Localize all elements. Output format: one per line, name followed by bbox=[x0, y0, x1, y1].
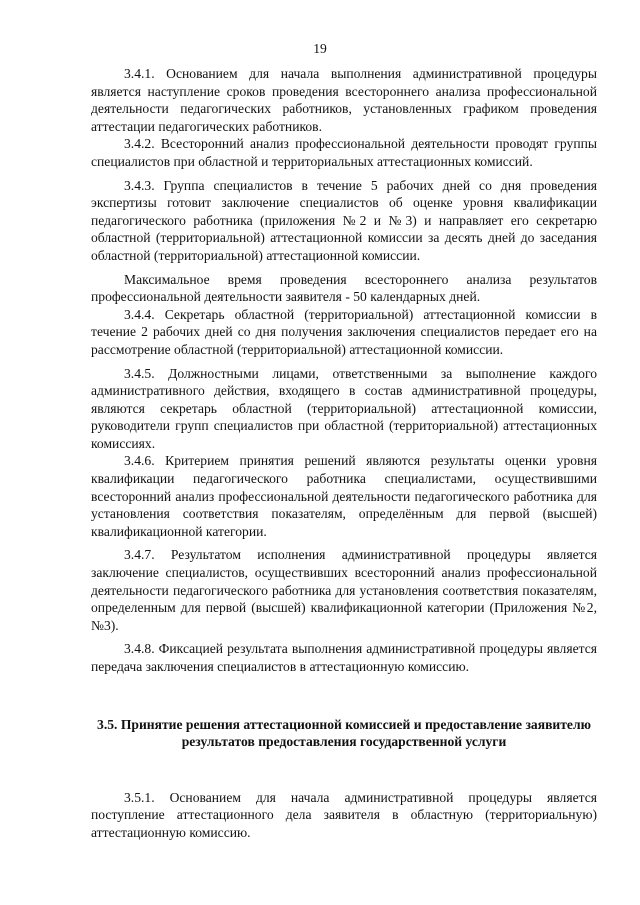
paragraph-3-4-6: 3.4.6. Критерием принятия решений являются результаты оценки уровня квалификации педагогического работника специалистами, осуществившими всесторонний анализ профессиональной деятельности педагогического работника для установления соответствия показателям, определённым для первой (высшей) квалификационной категории. bbox=[91, 453, 597, 539]
section-heading-3-5: 3.5. Принятие решения аттестационной комиссией и предоставление заявителю результатов предоставления государственной услуги bbox=[97, 716, 591, 750]
paragraph-3-5-1: 3.5.1. Основанием для начала административной процедуры является поступление аттестационного дела заявителя в областную (территориальную) аттестационную комиссию. bbox=[91, 789, 597, 840]
paragraph-3-4-4: 3.4.4. Секретарь областной (территориальной) аттестационной комиссии в течение 2 рабочих дней со дня получения заключения специалистов передает его на рассмотрение областной (территориальной) аттестационной комиссии. bbox=[91, 306, 597, 357]
paragraph-3-4-2: 3.4.2. Всесторонний анализ профессиональной деятельности проводят группы специалистов при областной и территориальных аттестационных комиссий. bbox=[91, 136, 597, 169]
paragraph-3-4-8: 3.4.8. Фиксацией результата выполнения административной процедуры является передача заключения специалистов в аттестационную комиссию. bbox=[91, 641, 597, 674]
paragraph-3-4-3: 3.4.3. Группа специалистов в течение 5 рабочих дней со дня проведения экспертизы готовит заключение специалистов об оценке уровня квалификации педагогического работника (приложения №2 и №3) и направляет его секретарю областной (территориальной) аттестационной комиссии за десять дней до заседания областной (территориальной) аттестационной комиссии. bbox=[91, 177, 597, 263]
paragraph-3-4-1: 3.4.1. Основанием для начала выполнения административной процедуры является наступление сроков проведения всестороннего анализа профессиональной деятельности педагогических работников, установленных графиком проведения аттестации педагогических работников. bbox=[91, 66, 597, 134]
paragraph-3-4-5: 3.4.5. Должностными лицами, ответственными за выполнение каждого административного действия, входящего в состав административной процедуры, являются секретарь областной (территориальной) аттестационной комиссии, руководители групп специалистов при областной (территориальной) аттестационных комиссиях. bbox=[91, 365, 597, 451]
paragraph-max-time: Максимальное время проведения всестороннего анализа результатов профессиональной деятельности заявителя - 50 календарных дней. bbox=[91, 271, 597, 305]
paragraph-3-4-7: 3.4.7. Результатом исполнения административной процедуры является заключение специалистов, осуществивших всесторонний анализ профессиональной деятельности педагогического работника для установления соответствия показателям, определенным для первой (высшей) квалификационной категории (Приложения №2, №3). bbox=[91, 547, 597, 633]
body-text bbox=[91, 65, 597, 842]
page-number: 19 bbox=[313, 41, 327, 56]
